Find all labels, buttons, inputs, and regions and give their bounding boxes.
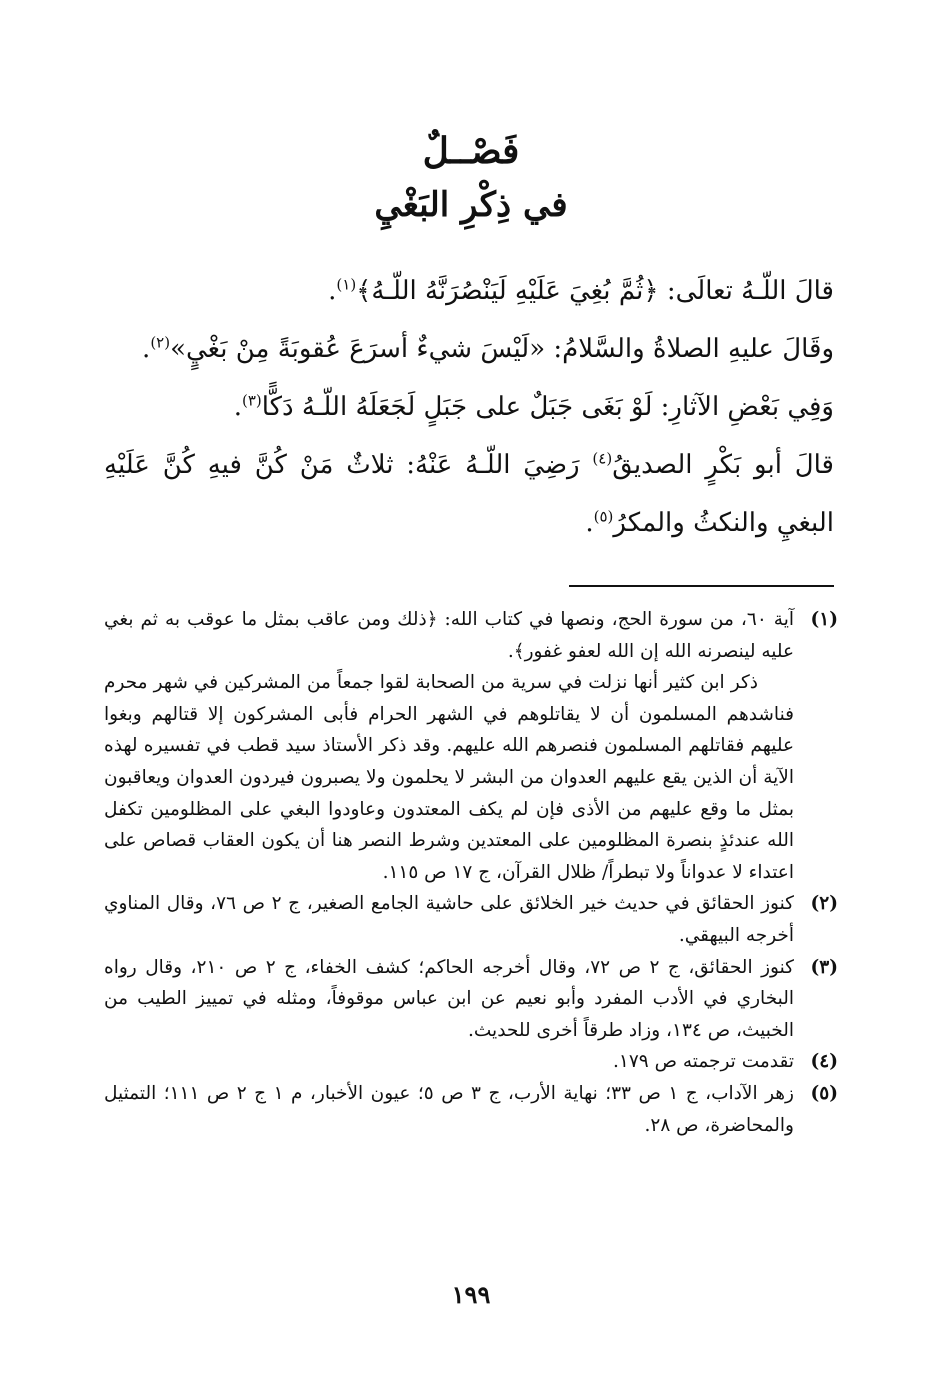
chapter-title: فَصْــلٌ	[422, 130, 520, 172]
paragraph-end: .	[585, 508, 594, 538]
footnote-number: (٤)	[810, 1051, 838, 1073]
paragraph-text: وقَالَ عليهِ الصلاةُ والسَّلامُ: «لَيْسَ شيءٌ أسرَعَ عُقوبَةً مِنْ بَغْيٍ»	[170, 334, 834, 364]
paragraph-quran-verse	[104, 262, 834, 320]
footnote-number: (٢)	[810, 893, 838, 915]
footnote-paragraph: آية ٦٠، من سورة الحج، ونصها في كتاب الله: ﴿ذلك ومن عاقب بمثل ما عوقب به ثم بغي عليه لينصرنه الله إن الله لعفو غفور﴾.	[104, 609, 794, 662]
footnote-ref: (٣)	[241, 391, 262, 410]
paragraph-athar	[104, 378, 834, 436]
footnote-ref: (١)	[336, 275, 357, 294]
paragraph-text: رَضِيَ اللّـهُ عَنْهُ: ثلاثٌ مَنْ كُنَّ فيهِ كُنَّ عَلَيْهِ البغيِ والنكثُ والمكرُ	[104, 450, 834, 538]
paragraph-text: قالَ أبو بَكْرٍ الصديقُ	[612, 450, 834, 480]
main-text	[104, 262, 834, 552]
footnote-2	[104, 888, 838, 951]
footnote-divider	[569, 585, 834, 587]
paragraph-text: قالَ اللّـهُ تعالَى: ﴿ثُمَّ بُغِيَ عَلَيْهِ لَيَنْصُرَنَّهُ اللّـهُ﴾	[356, 276, 834, 306]
footnote-3	[104, 952, 838, 1047]
footnote-body	[104, 1078, 794, 1141]
paragraph-text: وَفِي بَعْضِ الآثارِ: لَوْ بَغَى جَبَلٌ على جَبَلٍ لَجَعَلَهُ اللّـهُ دَكًّا	[261, 392, 834, 422]
footnote-paragraph: زهر الآداب، ج ١ ص ٣٣؛ نهاية الأرب، ج ٣ ص ٥؛ عيون الأخبار، م ١ ج ٢ ص ١١١؛ التمثيل والمحاضرة، ص ٢٨.	[104, 1082, 794, 1136]
footnote-body	[104, 1046, 794, 1078]
paragraph-end: .	[142, 334, 151, 364]
paragraph-end: .	[233, 392, 242, 422]
chapter-subtitle: في ذِكْرِ البَغْيِ	[374, 185, 568, 225]
footnote-body	[104, 888, 794, 951]
footnote-4	[104, 1046, 838, 1078]
paragraph-abu-bakr	[104, 436, 834, 552]
footnotes	[104, 604, 838, 1141]
footnote-paragraph: كنوز الحقائق في حديث خير الخلائق على حاشية الجامع الصغير، ج ٢ ص ٧٦، وقال المناوي أخرجه البيهقي.	[104, 893, 794, 946]
footnote-ref: (٤)	[592, 449, 613, 468]
footnote-1	[104, 604, 838, 888]
footnote-ref: (٥)	[593, 507, 614, 526]
paragraph-end: .	[328, 276, 337, 306]
page-number: ١٩٩	[451, 1280, 491, 1309]
footnote-5	[104, 1078, 838, 1141]
footnote-paragraph: ذكر ابن كثير أنها نزلت في سرية من الصحابة لقوا جمعاً من المشركين في شهر محرم فناشدهم المسلمون أن لا يقاتلوهم في الشهر الحرام فأبى المشركون إلا قتالهم وبغوا عليهم فقاتلهم المسلمون فنصرهم الله عليهم. وقد ذكر الأستاذ سيد قطب في تفسيره لهذه الآية أن الذين يقع عليهم العدوان من البشر لا يحلمون ولا يصبرون فيردون العدوان ويعاقبون بمثل ما وقع عليهم من الأذى فإن لم يكف المعتدون وعاودوا البغي على المظلومين تكفل الله عندئذٍ بنصرة المظلومين على المعتدين وشرط النصر هنا أن يكون العقاب قصاص على اعتداء لا عدواناً ولا تبطراً/ ظلال القرآن، ج ١٧ ص ١١٥.	[104, 672, 794, 883]
footnote-ref: (٢)	[150, 333, 171, 352]
footnote-paragraph: كنوز الحقائق، ج ٢ ص ٧٢، وقال أخرجه الحاكم؛ كشف الخفاء، ج ٢ ص ٢١٠، وقال رواه البخاري في الأدب المفرد وأبو نعيم عن ابن عباس موقوفاً، ومثله في تمييز الطيب من الخبيث، ص ١٣٤، وزاد طرقاً أخرى للحديث.	[104, 956, 794, 1041]
footnote-body	[104, 952, 794, 1047]
footnote-paragraph: تقدمت ترجمته ص ١٧٩.	[613, 1051, 794, 1073]
footnote-number: (١)	[810, 609, 838, 630]
footnote-body	[104, 604, 794, 888]
footnote-number: (٣)	[810, 956, 838, 978]
footnote-number: (٥)	[810, 1082, 838, 1104]
paragraph-hadith	[104, 320, 834, 378]
